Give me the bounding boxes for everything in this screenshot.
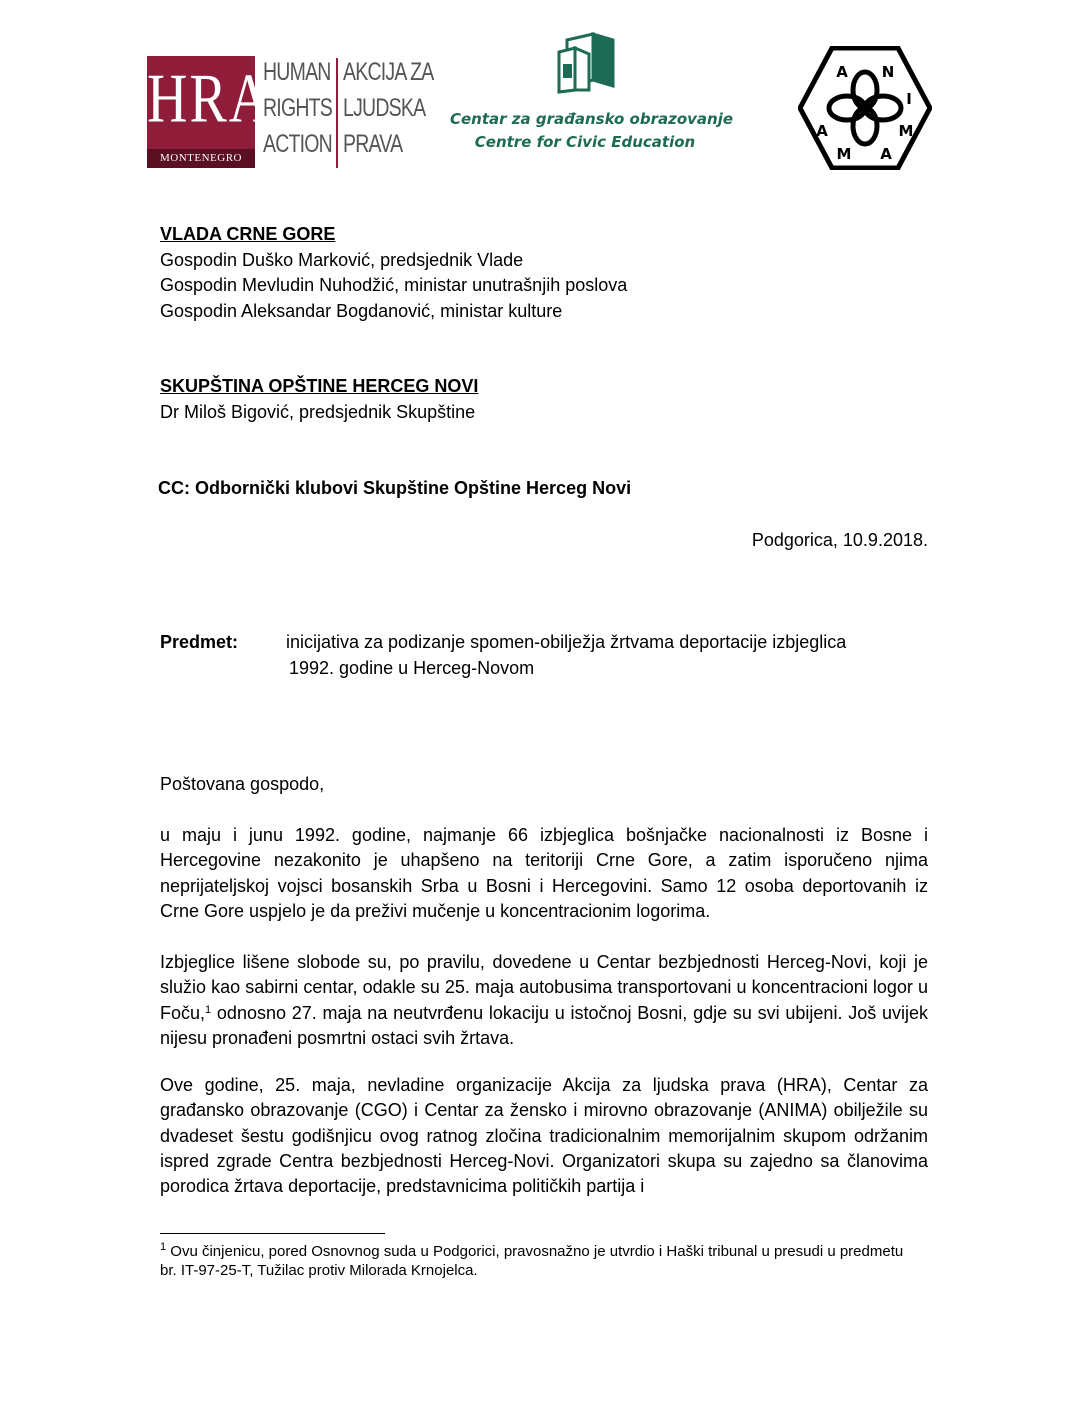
hra-logo-local [343,54,434,162]
hra-logo-local-line: LJUDSKA [343,94,426,122]
recipient-line: Gospodin Mevludin Nuhodžić, ministar unutrašnjih poslova [160,275,628,295]
hra-logo-english-line: ACTION [263,130,332,158]
cc-line: CC: Odbornički klubovi Skupštine Opštine Herceg Novi [158,478,632,498]
cgo-logo [450,30,734,160]
cgo-logo-name-english: Centre for Civic Education [474,133,696,151]
paragraph: u maju i junu 1992. godine, najmanje 66 izbjeglica bošnjačke nacionalnosti iz Bosne i Hercegovine nezakonito je uhapšeno na teritoriji Crne Gore, a zatim isporučeno njima neprijateljskoj vojsci bosanskih Srba u Bosni i Hercegovini. Samo 12 osoba deportovanih iz Crne Gore uspjelo je da preživi mučenje u koncentracionim logorima. [160,825,928,921]
anima-letter: A [816,122,828,140]
recipient-line: Dr Miloš Bigović, predsjednik Skupštine [160,401,476,422]
recipient-heading: SKUPŠTINA OPŠTINE HERCEG NOVI [160,376,479,396]
hra-logo-local-line: AKCIJA ZA [343,58,434,86]
hra-logo-letters: HRA [147,60,272,138]
anima-letter: M [898,122,914,140]
paragraph-text: odnosno 27. maja na neutvrđenu lokaciju u istočnoj Bosni, gdje su svi ubijeni. Još uvijek nijesu pronađeni posmrtni ostaci svih žrtava. [160,1002,928,1048]
hra-logo-english [263,54,332,162]
footnote-reference: 1 [205,1003,212,1016]
hra-logo-local-line: PRAVA [343,130,403,158]
footnote-divider [160,1233,385,1234]
cgo-logo-name-local: Centar za građansko obrazovanje [450,110,734,128]
hra-logo-english-line: RIGHTS [263,94,332,122]
salutation: Poštovana gospodo, [160,774,325,794]
anima-letter: A [880,145,892,163]
footnote-number: 1 [160,1241,167,1253]
anima-logo [798,46,932,170]
hra-logo-english-line: HUMAN [263,58,331,86]
anima-letter: I [906,90,912,108]
place-date: Podgorica, 10.9.2018. [751,530,928,550]
recipient-government [160,222,627,324]
subject-line: 1992. godine u Herceg-Novom [289,657,535,678]
paragraph [160,950,928,1051]
anima-letter: N [881,63,895,81]
anima-letter: M [836,145,852,163]
subject-line: inicijativa za podizanje spomen-obilježja žrtvama deportacije izbjeglica [286,632,847,652]
footnote-text: Ovu činjenicu, pored Osnovnog suda u Podgorici, pravosnažno je utvrdio i Haški tribunal u presudi u predmetu br. IT-97-25-T, Tužilac protiv Milorada Krnojelca. [160,1243,904,1279]
hra-logo-divider [336,58,338,168]
footnote [160,1242,920,1280]
subject-label: Predmet: [160,632,239,652]
subject-text [286,630,846,681]
recipient-line: Gospodin Duško Marković, predsjednik Vlade [160,249,524,270]
book-icon [553,30,621,94]
paragraph: Ove godine, 25. maja, nevladine organizacije Akcija za ljudska prava (HRA), Centar za građansko obrazovanje (CGO) i Centar za žensko i mirovno obrazovanje (ANIMA) obilježile su dvadeset šestu godišnjicu ovog ratnog zločina tradicionalnim memorijalnim skupom održanim ispred zgrade Centra bezbjednosti Herceg-Novi. Organizatori skupa su zajedno sa članovima porodica žrtava deportacije, predstavnicima političkih partija i [160,1075,928,1197]
paragraph-text: Izbjeglice lišene slobode su, po pravilu, dovedene u Centar bezbjednosti Herceg-Novi, koji je služio kao sabirni centar, odakle su 25. maja autobusima transportovani u koncentracioni logor u Foču, [160,952,928,1023]
hra-logo-subtext: MONTENEGRO [147,149,255,168]
recipient-municipality [160,374,478,425]
recipient-heading: VLADA CRNE GORE [160,224,336,244]
hra-logo [147,56,434,172]
recipient-line: Gospodin Aleksandar Bogdanović, ministar kulture [160,300,563,321]
anima-letter: A [836,63,848,81]
